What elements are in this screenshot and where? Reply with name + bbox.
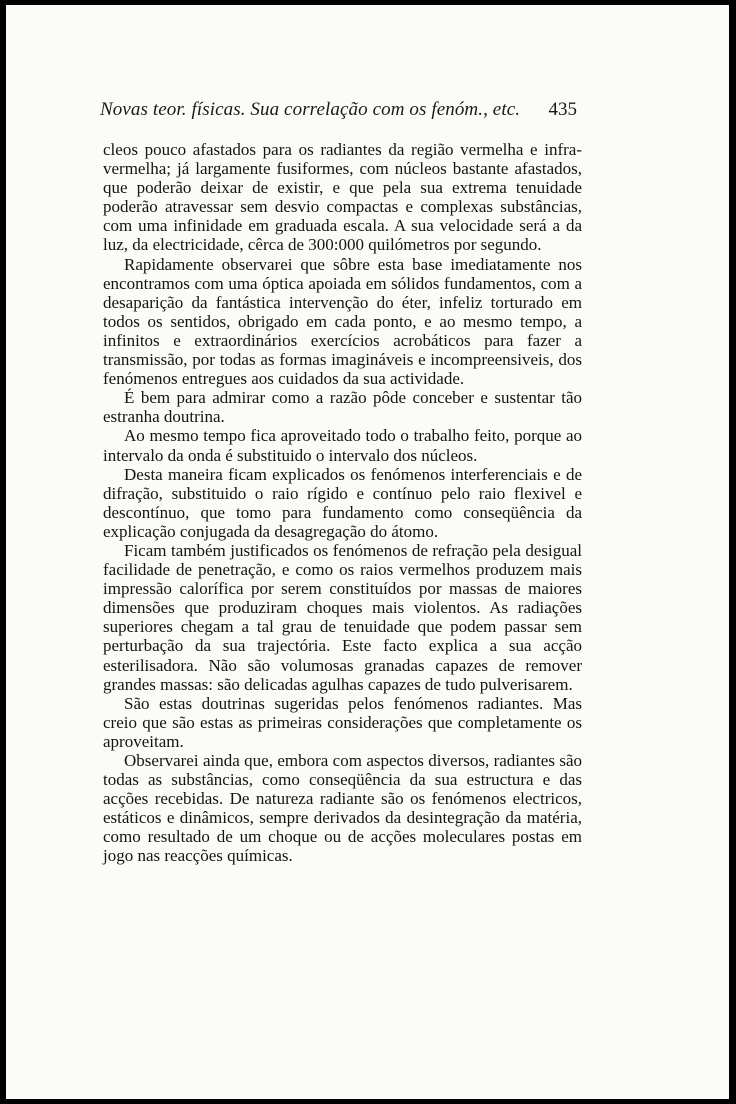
paragraph: Ao mesmo tempo fica aproveitado todo o trabalho feito, porque ao intervalo da onda é substituido o intervalo dos núcleos. bbox=[103, 426, 582, 465]
body-text bbox=[103, 140, 582, 866]
paragraph: cleos pouco afastados para os radiantes da região vermelha e infra-vermelha; já largamente fusiformes, com núcleos bastante afastados, que poderão deixar de existir, e que pela sua extrema tenuidade poderão atravessar sem desvio compactas e complexas substâncias, com uma infinidade em graduada escala. A sua velocidade será a da luz, da electricidade, cêrca de 300:000 quilómetros por segundo. bbox=[103, 140, 582, 255]
paragraph: Ficam também justificados os fenómenos de refração pela desigual facilidade de penetração, e como os raios vermelhos produzem mais impressão calorífica por serem constituídos por massas de maiores dimensões que produziram choques mais violentos. As radiações superiores chegam a tal grau de tenuidade que podem passar sem perturbação da sua trajectória. Este facto explica a sua acção esterilisadora. Não são volumosas granadas capazes de remover grandes massas: são delicadas agulhas capazes de tudo pulverisarem. bbox=[103, 540, 582, 694]
paragraph: São estas doutrinas sugeridas pelos fenómenos radiantes. Mas creio que são estas as primeiras considerações que completamente os aproveitam. bbox=[103, 693, 582, 751]
book-page bbox=[6, 5, 729, 1099]
paragraph: Desta maneira ficam explicados os fenómenos interferenciais e de difração, substituido o raio rígido e contínuo pelo raio flexivel e descontínuo, que tomo para fundamento como conseqüência da explicação conjugada da desagregação do átomo. bbox=[103, 464, 582, 541]
running-header bbox=[100, 99, 580, 129]
paragraph: É bem para admirar como a razão pôde conceber e sustentar tão estranha doutrina. bbox=[103, 388, 582, 427]
paragraph: Observarei ainda que, embora com aspectos diversos, radiantes são todas as substâncias, como conseqüência da sua estructura e das acções recebidas. De natureza radiante são os fenómenos electricos, estáticos e dinâmicos, sempre derivados da desintegração da matéria, como resultado de um choque ou de acções moleculares postas em jogo nas reacções químicas. bbox=[103, 751, 582, 866]
paragraph: Rapidamente observarei que sôbre esta base imediatamente nos encontramos com uma óptica apoiada em sólidos fundamentos, com a desaparição da fantástica intervenção do éter, infeliz torturado em todos os sentidos, obrigado em cada ponto, e ao mesmo tempo, a infinitos e extraordinários exercícios acrobáticos para fazer a transmissão, por todas as formas imagináveis e incompreensiveis, dos fenómenos entregues aos cuidados da sua actividade. bbox=[103, 254, 582, 389]
running-title: Novas teor. físicas. Sua correlação com os fenóm., etc. bbox=[100, 99, 521, 120]
page-number: 435 bbox=[548, 99, 577, 120]
